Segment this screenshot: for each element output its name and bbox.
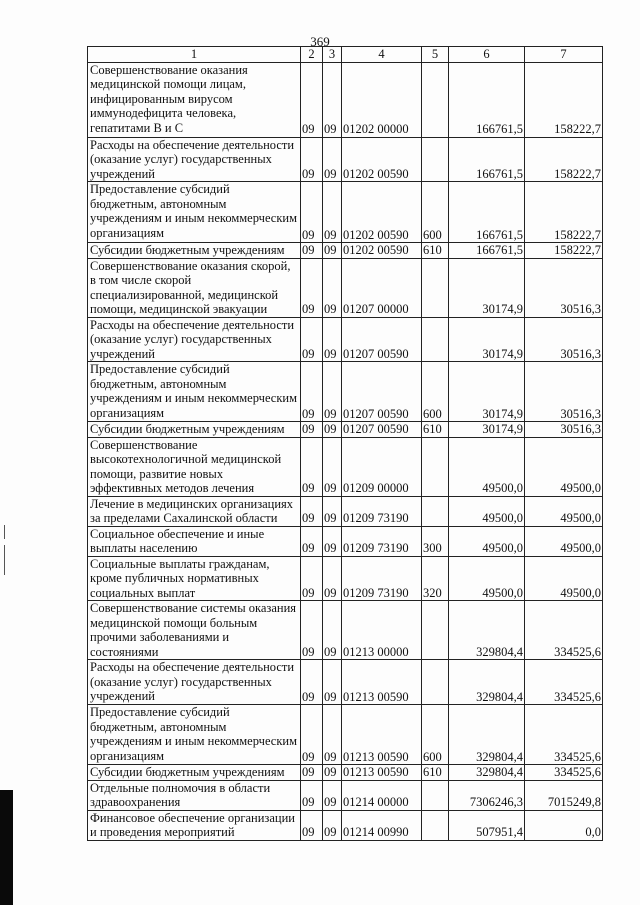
amount-col7: 30516,3 (525, 422, 603, 438)
table-header-row (88, 47, 603, 63)
table-row (88, 243, 603, 259)
item-name: Субсидии бюджетным учреждениям (88, 243, 301, 259)
table-row (88, 705, 603, 765)
section-code: 09 (301, 258, 323, 317)
budget-table (87, 46, 603, 841)
amount-col7: 7015249,8 (525, 780, 603, 810)
subsection-code: 09 (323, 258, 342, 317)
section-code: 09 (301, 496, 323, 526)
amount-col7: 158222,7 (525, 182, 603, 243)
subsection-code: 09 (323, 362, 342, 422)
table-row (88, 526, 603, 556)
scan-margin-bar (0, 790, 13, 905)
section-code: 09 (301, 362, 323, 422)
expense-type-code (422, 660, 449, 705)
expense-type-code: 610 (422, 765, 449, 781)
expense-type-code: 320 (422, 556, 449, 601)
item-name: Социальное обеспечение и иные выплаты населению (88, 526, 301, 556)
amount-col7: 49500,0 (525, 496, 603, 526)
amount-col6: 166761,5 (449, 137, 525, 182)
target-article-code: 01202 00590 (342, 243, 422, 259)
expense-type-code (422, 810, 449, 840)
target-article-code: 01207 00000 (342, 258, 422, 317)
item-name: Социальные выплаты гражданам, кроме публичных нормативных социальных выплат (88, 556, 301, 601)
amount-col6: 49500,0 (449, 556, 525, 601)
amount-col7: 334525,6 (525, 765, 603, 781)
expense-type-code: 600 (422, 705, 449, 765)
table-row (88, 137, 603, 182)
margin-mark (4, 525, 5, 539)
section-code: 09 (301, 765, 323, 781)
amount-col7: 49500,0 (525, 437, 603, 496)
amount-col7: 0,0 (525, 810, 603, 840)
item-name: Лечение в медицинских организациях за пределами Сахалинской области (88, 496, 301, 526)
table-row (88, 496, 603, 526)
amount-col7: 158222,7 (525, 62, 603, 137)
section-code: 09 (301, 137, 323, 182)
amount-col6: 329804,4 (449, 705, 525, 765)
amount-col6: 49500,0 (449, 437, 525, 496)
subsection-code: 09 (323, 810, 342, 840)
amount-col6: 30174,9 (449, 258, 525, 317)
column-header: 3 (323, 47, 342, 63)
expense-type-code (422, 317, 449, 362)
item-name: Субсидии бюджетным учреждениям (88, 765, 301, 781)
amount-col6: 507951,4 (449, 810, 525, 840)
amount-col7: 30516,3 (525, 317, 603, 362)
target-article-code: 01202 00590 (342, 182, 422, 243)
expense-type-code (422, 62, 449, 137)
target-article-code: 01207 00590 (342, 362, 422, 422)
expense-type-code: 300 (422, 526, 449, 556)
expense-type-code (422, 601, 449, 660)
section-code: 09 (301, 556, 323, 601)
target-article-code: 01202 00000 (342, 62, 422, 137)
section-code: 09 (301, 243, 323, 259)
table-row (88, 810, 603, 840)
item-name: Отдельные полномочия в области здравоохранения (88, 780, 301, 810)
item-name: Расходы на обеспечение деятельности (оказание услуг) государственных учреждений (88, 317, 301, 362)
subsection-code: 09 (323, 660, 342, 705)
amount-col7: 334525,6 (525, 660, 603, 705)
subsection-code: 09 (323, 526, 342, 556)
target-article-code: 01207 00590 (342, 317, 422, 362)
column-header: 6 (449, 47, 525, 63)
expense-type-code (422, 137, 449, 182)
subsection-code: 09 (323, 137, 342, 182)
target-article-code: 01209 00000 (342, 437, 422, 496)
table-row (88, 437, 603, 496)
expense-type-code (422, 437, 449, 496)
table-row (88, 660, 603, 705)
expense-type-code (422, 258, 449, 317)
amount-col6: 166761,5 (449, 243, 525, 259)
target-article-code: 01213 00000 (342, 601, 422, 660)
item-name: Совершенствование оказания скорой, в том числе скорой специализированной, медицинской помощи, медицинской эвакуации (88, 258, 301, 317)
column-header: 2 (301, 47, 323, 63)
expense-type-code: 610 (422, 422, 449, 438)
item-name: Субсидии бюджетным учреждениям (88, 422, 301, 438)
table-row (88, 556, 603, 601)
table-row (88, 765, 603, 781)
section-code: 09 (301, 660, 323, 705)
section-code: 09 (301, 437, 323, 496)
amount-col7: 49500,0 (525, 526, 603, 556)
amount-col6: 30174,9 (449, 422, 525, 438)
amount-col6: 49500,0 (449, 496, 525, 526)
subsection-code: 09 (323, 422, 342, 438)
amount-col6: 49500,0 (449, 526, 525, 556)
amount-col6: 166761,5 (449, 62, 525, 137)
target-article-code: 01213 00590 (342, 705, 422, 765)
expense-type-code: 610 (422, 243, 449, 259)
table-row (88, 182, 603, 243)
table-row (88, 780, 603, 810)
target-article-code: 01213 00590 (342, 660, 422, 705)
table-row (88, 422, 603, 438)
item-name: Расходы на обеспечение деятельности (оказание услуг) государственных учреждений (88, 660, 301, 705)
item-name: Предоставление субсидий бюджетным, автономным учреждениям и иным некоммерческим организациям (88, 705, 301, 765)
margin-mark (4, 545, 5, 575)
subsection-code: 09 (323, 780, 342, 810)
target-article-code: 01213 00590 (342, 765, 422, 781)
section-code: 09 (301, 182, 323, 243)
section-code: 09 (301, 317, 323, 362)
subsection-code: 09 (323, 317, 342, 362)
item-name: Предоставление субсидий бюджетным, автономным учреждениям и иным некоммерческим организациям (88, 362, 301, 422)
column-header: 5 (422, 47, 449, 63)
amount-col6: 166761,5 (449, 182, 525, 243)
amount-col7: 49500,0 (525, 556, 603, 601)
amount-col6: 30174,9 (449, 362, 525, 422)
subsection-code: 09 (323, 601, 342, 660)
section-code: 09 (301, 780, 323, 810)
amount-col6: 329804,4 (449, 660, 525, 705)
expense-type-code: 600 (422, 182, 449, 243)
target-article-code: 01214 00000 (342, 780, 422, 810)
expense-type-code: 600 (422, 362, 449, 422)
table-row (88, 601, 603, 660)
amount-col6: 7306246,3 (449, 780, 525, 810)
section-code: 09 (301, 62, 323, 137)
subsection-code: 09 (323, 182, 342, 243)
target-article-code: 01207 00590 (342, 422, 422, 438)
section-code: 09 (301, 705, 323, 765)
column-header: 7 (525, 47, 603, 63)
column-header: 4 (342, 47, 422, 63)
section-code: 09 (301, 526, 323, 556)
subsection-code: 09 (323, 765, 342, 781)
table-row (88, 317, 603, 362)
item-name: Совершенствование оказания медицинской помощи лицам, инфицированным вирусом иммунодефицита человека, гепатитами В и С (88, 62, 301, 137)
table-body (88, 62, 603, 840)
item-name: Расходы на обеспечение деятельности (оказание услуг) государственных учреждений (88, 137, 301, 182)
section-code: 09 (301, 422, 323, 438)
subsection-code: 09 (323, 705, 342, 765)
subsection-code: 09 (323, 556, 342, 601)
subsection-code: 09 (323, 62, 342, 137)
target-article-code: 01209 73190 (342, 556, 422, 601)
target-article-code: 01202 00590 (342, 137, 422, 182)
column-header: 1 (88, 47, 301, 63)
amount-col6: 30174,9 (449, 317, 525, 362)
amount-col6: 329804,4 (449, 601, 525, 660)
page-number: 369 (310, 34, 330, 49)
target-article-code: 01209 73190 (342, 526, 422, 556)
amount-col7: 30516,3 (525, 258, 603, 317)
subsection-code: 09 (323, 243, 342, 259)
subsection-code: 09 (323, 437, 342, 496)
amount-col7: 158222,7 (525, 243, 603, 259)
amount-col7: 334525,6 (525, 601, 603, 660)
amount-col7: 158222,7 (525, 137, 603, 182)
amount-col7: 30516,3 (525, 362, 603, 422)
item-name: Совершенствование системы оказания медицинской помощи больным прочими заболеваниями и состояниями (88, 601, 301, 660)
table-row (88, 362, 603, 422)
target-article-code: 01214 00990 (342, 810, 422, 840)
section-code: 09 (301, 601, 323, 660)
section-code: 09 (301, 810, 323, 840)
expense-type-code (422, 780, 449, 810)
table-row (88, 62, 603, 137)
amount-col7: 334525,6 (525, 705, 603, 765)
target-article-code: 01209 73190 (342, 496, 422, 526)
item-name: Финансовое обеспечение организации и проведения мероприятий (88, 810, 301, 840)
item-name: Совершенствование высокотехнологичной медицинской помощи, развитие новых эффективных методов лечения (88, 437, 301, 496)
subsection-code: 09 (323, 496, 342, 526)
amount-col6: 329804,4 (449, 765, 525, 781)
table-row (88, 258, 603, 317)
expense-type-code (422, 496, 449, 526)
item-name: Предоставление субсидий бюджетным, автономным учреждениям и иным некоммерческим организациям (88, 182, 301, 243)
